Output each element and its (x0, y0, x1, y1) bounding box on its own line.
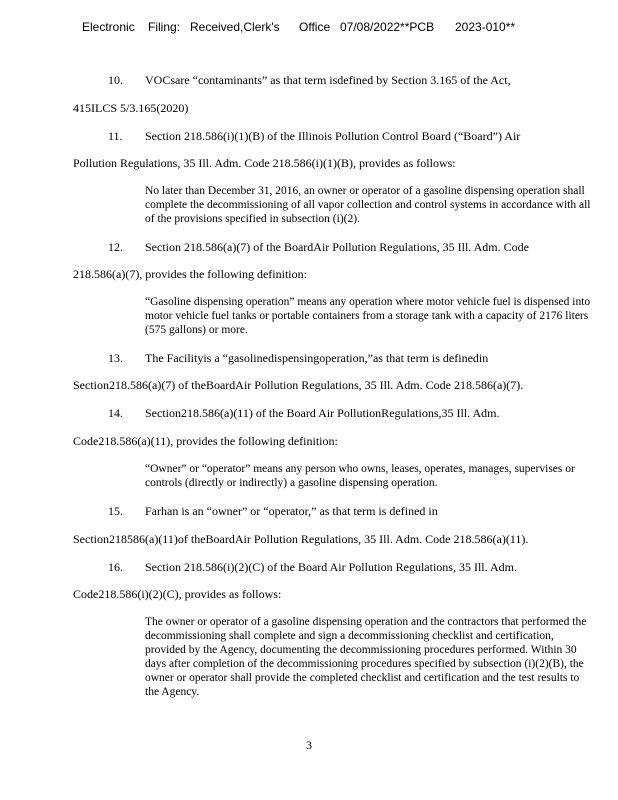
paragraph-text: Section 218.586(i)(2)(C) of the Board Air Pollution Regulations, 35 Ill. Adm. (145, 560, 517, 574)
paragraph-number: 11. (108, 129, 123, 143)
paragraph-text: Code218.586(a)(11), provides the following definition: (73, 434, 338, 448)
paragraph-number: 12. (108, 240, 123, 254)
paragraph-text: 218.586(a)(7), provides the following definition: (73, 267, 307, 281)
paragraph-text: VOCsare “contaminants” as that term isdefined by Section 3.165 of the Act, (145, 73, 511, 87)
block-quote: “Gasoline dispensing operation” means any operation where motor vehicle fuel is dispensed into motor vehicle fuel tanks or portable containers from a storage tank with a capacity of 2176 liters (575 gallons) or more. (145, 296, 591, 336)
paragraph-number: 15. (108, 504, 123, 518)
paragraph-number: 10. (108, 73, 123, 87)
paragraph-text: Section218586(a)(11)of theBoardAir Pollution Regulations, 35 Ill. Adm. Code 218.586(a)(11). (73, 532, 529, 546)
paragraph-text: Pollution Regulations, 35 Ill. Adm. Code 218.586(i)(1)(B), provides as follows: (73, 156, 456, 170)
paragraph-number: 13. (108, 351, 123, 365)
paragraph-text: Farhan is an “owner” or “operator,” as that term is defined in (145, 504, 438, 518)
paragraph-text: Section 218.586(a)(7) of the BoardAir Pollution Regulations, 35 Ill. Adm. Code (145, 240, 529, 254)
paragraph-text: 415ILCS 5/3.165(2020) (73, 101, 189, 115)
paragraph-text: Section218.586(a)(7) of theBoardAir Pollution Regulations, 35 Ill. Adm. Code 218.586(a)(7). (73, 378, 524, 392)
paragraph-number: 16. (108, 560, 123, 574)
paragraph-number: 14. (108, 406, 123, 420)
paragraph-text: Code218.586(i)(2)(C), provides as follows: (73, 587, 282, 601)
page-number: 3 (306, 738, 312, 752)
paragraph-text: Section 218.586(i)(1)(B) of the Illinois Pollution Control Board (“Board”) Air (145, 129, 521, 143)
paragraph-text: Section218.586(a)(11) of the Board Air PollutionRegulations,35 Ill. Adm. (145, 406, 500, 420)
header-date: 07/08/2022**PCB (340, 20, 435, 34)
header-electronic: Electronic (82, 20, 135, 34)
block-quote: The owner or operator of a gasoline dispensing operation and the contractors that performed the decommissioning shall complete and sign a decommissioning checklist and certification, provided by the Agency, documenting the decommissioning procedures performed. Within 30 days after completion of the decommissioning procedures specified by subsection (i)(2)(B), the owner or operator shall provide the completed checklist and certification and the test results to the Agency. (145, 616, 587, 698)
header-received: Received,Clerk's (190, 20, 280, 34)
header-office: Office (299, 20, 331, 34)
block-quote: No later than December 31, 2016, an owner or operator of a gasoline dispensing operation shall complete the decommissioning of all vapor collection and control systems in accordance with all of the provisions specified in subsection (i)(2). (145, 185, 591, 225)
paragraph-text: The Facilityis a “gasolinedispensingoperation,”as that term is definedin (145, 351, 489, 365)
header-filing: Filing: (148, 20, 181, 34)
block-quote: “Owner” or “operator” means any person who owns, leases, operates, manages, supervises or controls (directly or indirectly) a gasoline dispensing operation. (145, 463, 575, 489)
header-case: 2023-010** (455, 20, 516, 34)
